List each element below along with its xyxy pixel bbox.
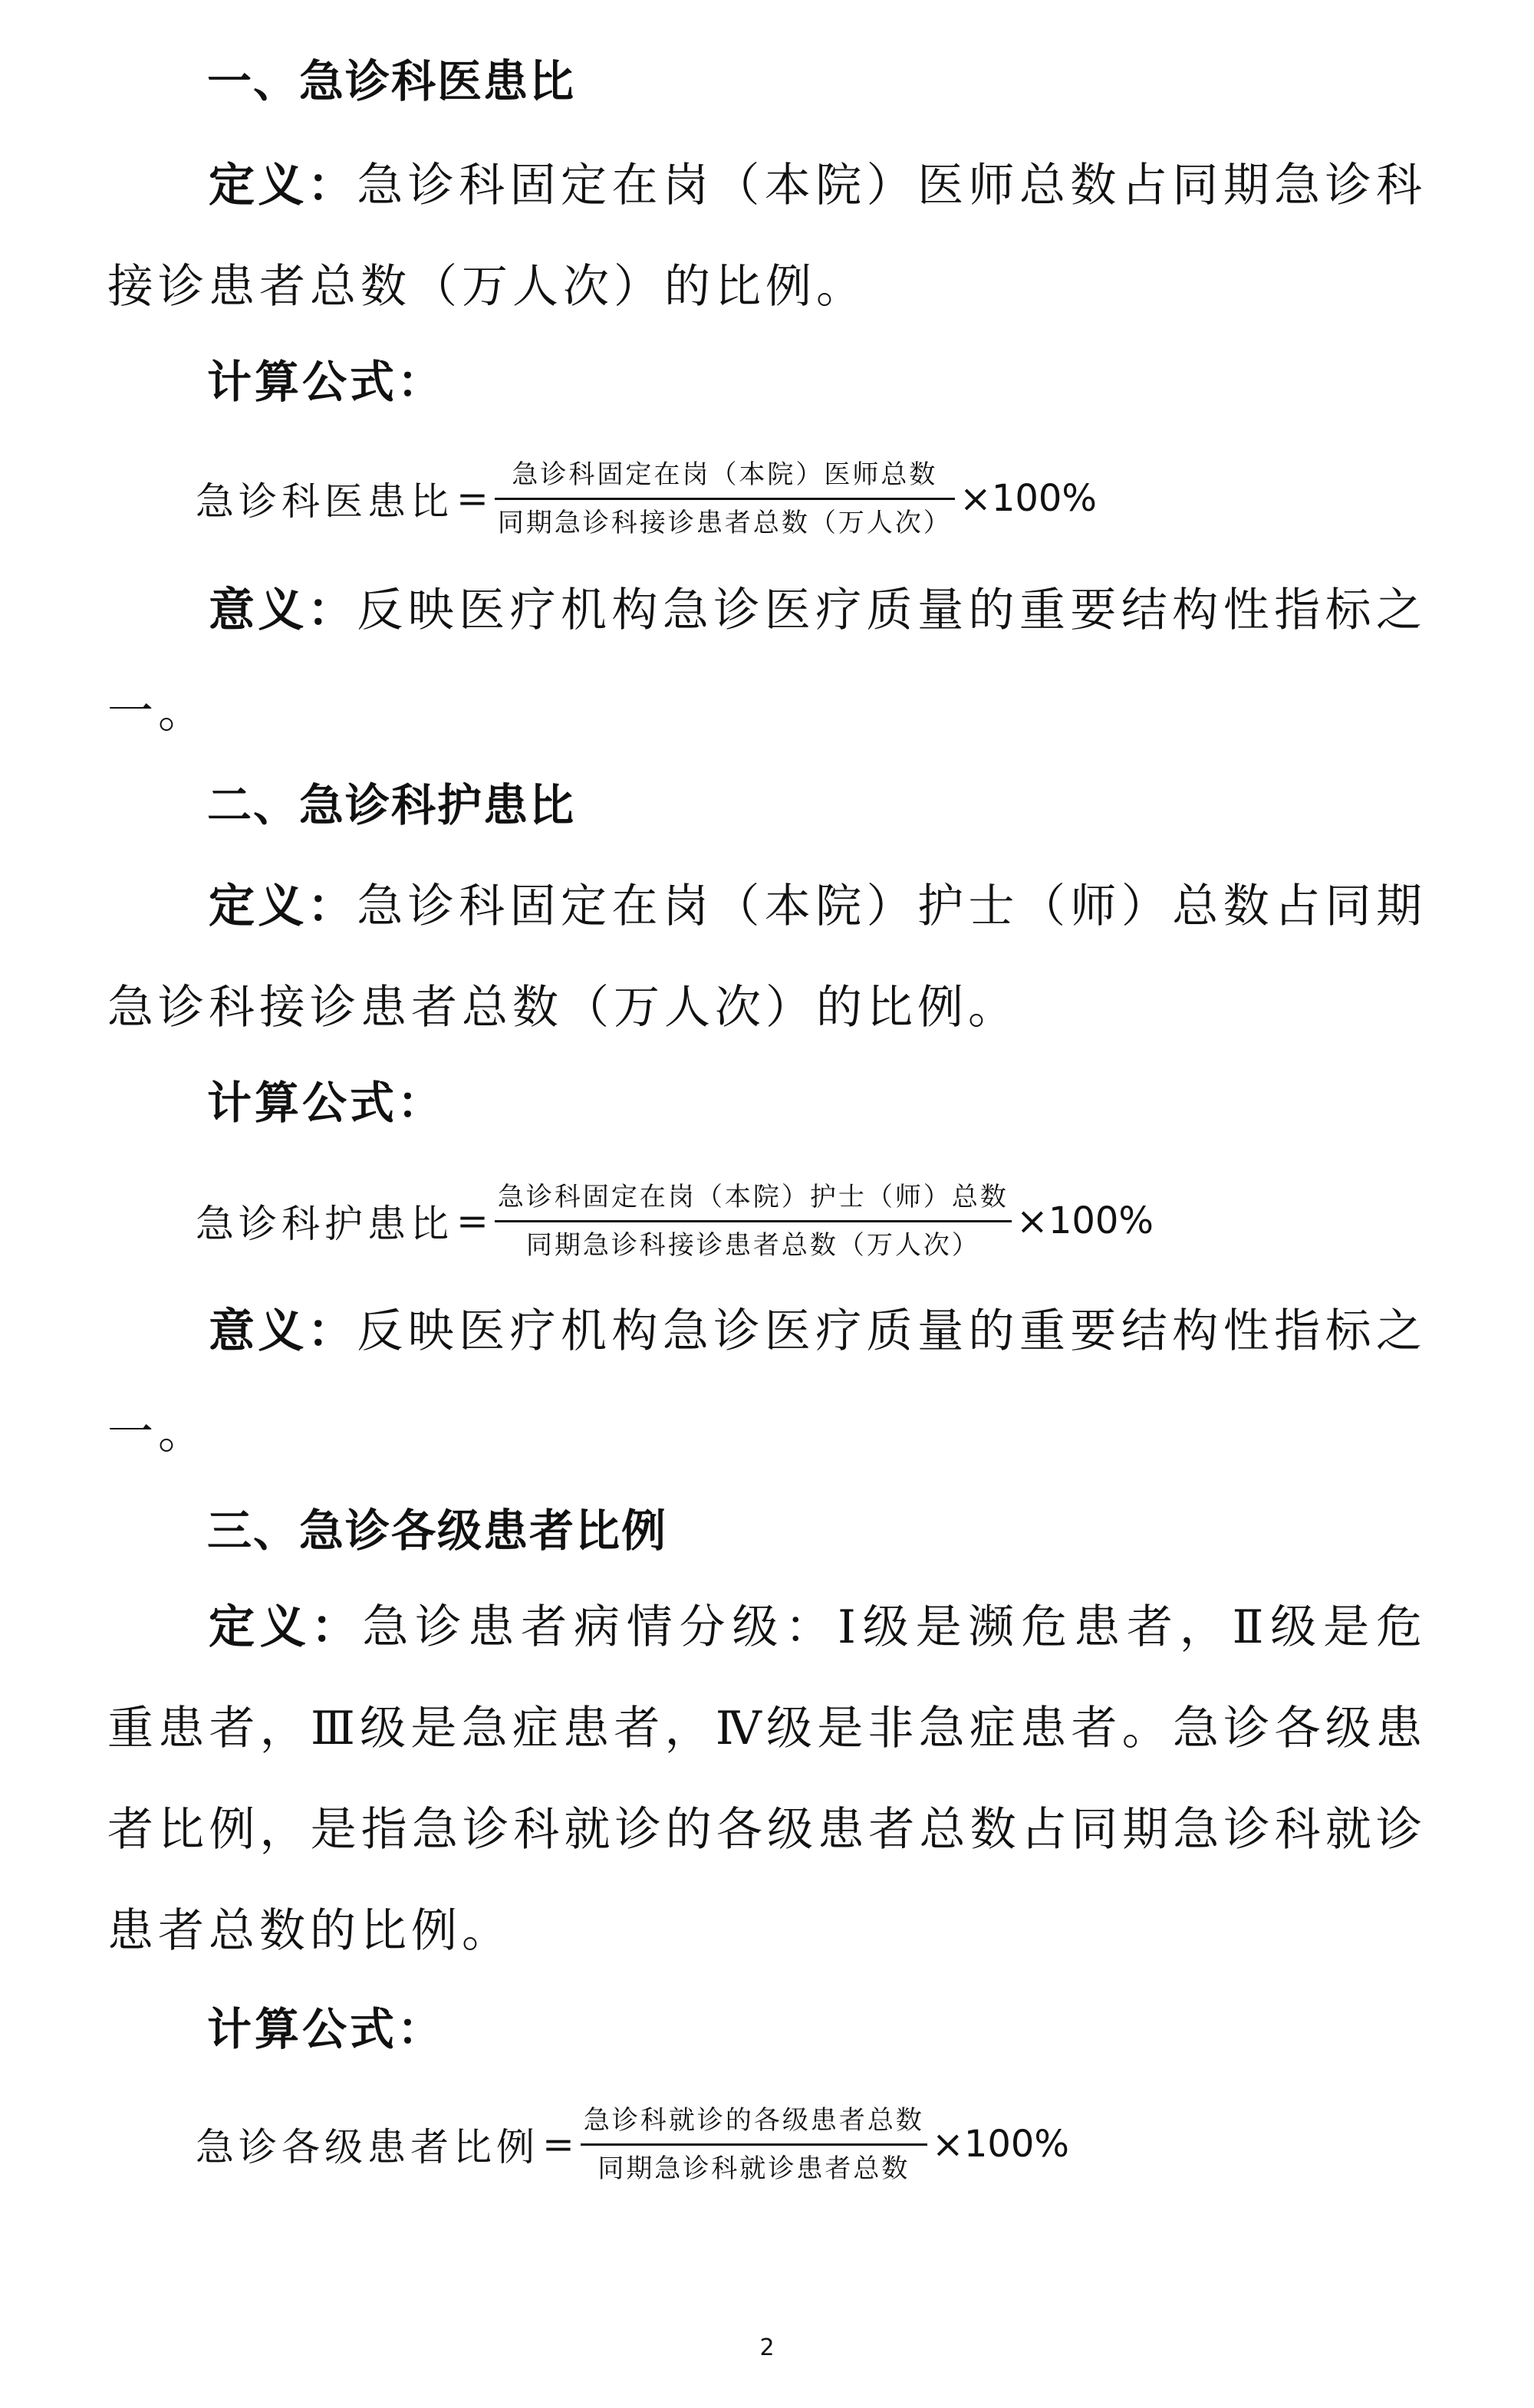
meaning-label: 意义： [209,584,357,637]
formula-denominator: 同期急诊科就诊患者总数 [597,2153,910,2184]
definition-text: 急诊科固定在岗（本院）医师总数占同期急诊科接诊患者总数（万人次）的比例。 [107,159,1427,314]
section-3-formula-label: 计算公式： [207,2003,446,2055]
section-1-heading: 一、急诊科医患比 [207,55,576,107]
definition-label: 定义： [209,159,357,212]
formula-fraction [495,1179,1012,1264]
definition-text: 急诊患者病情分级：Ⅰ级是濒危患者，Ⅱ级是危重患者，Ⅲ级是急症患者，Ⅳ级是非急症患者。急诊各级患者比例，是指急诊科就诊的各级患者总数占同期急诊科就诊患者总数的比例。 [107,1600,1427,1958]
section-1-formula-label: 计算公式： [207,356,446,408]
formula-equals: = [456,476,489,521]
formula-times: × [959,476,992,521]
section-2-heading: 二、急诊科护患比 [207,779,576,831]
section-1-definition [107,135,1427,337]
definition-text: 急诊科固定在岗（本院）护士（师）总数占同期急诊科接诊患者总数（万人次）的比例。 [107,880,1427,1035]
page-number: 2 [759,2334,775,2361]
section-2-meaning [107,1281,1427,1483]
meaning-text: 反映医疗机构急诊医疗质量的重要结构性指标之一。 [107,1304,1427,1459]
formula-denominator: 同期急诊科接诊患者总数（万人次） [525,1229,980,1261]
fraction-bar [495,1220,1012,1222]
formula-lhs: 急诊各级患者比例 [196,2125,539,2170]
definition-label: 定义： [209,1600,363,1654]
section-1-meaning [107,560,1427,762]
formula-numerator: 急诊科就诊的各级患者总数 [583,2104,924,2136]
formula-numerator: 急诊科固定在岗（本院）医师总数 [512,459,938,490]
formula-lhs: 急诊科医患比 [196,479,453,524]
formula-times: × [1016,1199,1048,1243]
section-2-definition [107,856,1427,1058]
section-3-formula [196,2091,1069,2198]
formula-times: × [931,2122,964,2166]
fraction-bar [581,2143,927,2146]
formula-percent: 100% [963,2123,1070,2166]
formula-lhs: 急诊科护患比 [196,1202,453,1246]
formula-equals: = [542,2122,574,2166]
formula-percent: 100% [991,477,1098,520]
meaning-label: 意义： [209,1304,357,1358]
section-3-definition [107,1577,1427,1982]
formula-fraction [495,456,955,541]
formula-percent: 100% [1048,1199,1154,1242]
section-3-heading: 三、急诊各级患者比例 [207,1505,668,1557]
meaning-text: 反映医疗机构急诊医疗质量的重要结构性指标之一。 [107,584,1427,739]
definition-label: 定义： [209,880,357,933]
section-2-formula [196,1167,1154,1275]
section-1-formula [196,445,1097,552]
formula-denominator: 同期急诊科接诊患者总数（万人次） [497,507,952,538]
formula-numerator: 急诊科固定在岗（本院）护士（师）总数 [497,1181,1009,1212]
fraction-bar [495,498,955,500]
formula-fraction [581,2102,927,2187]
section-2-formula-label: 计算公式： [207,1077,446,1129]
formula-equals: = [456,1199,489,1243]
